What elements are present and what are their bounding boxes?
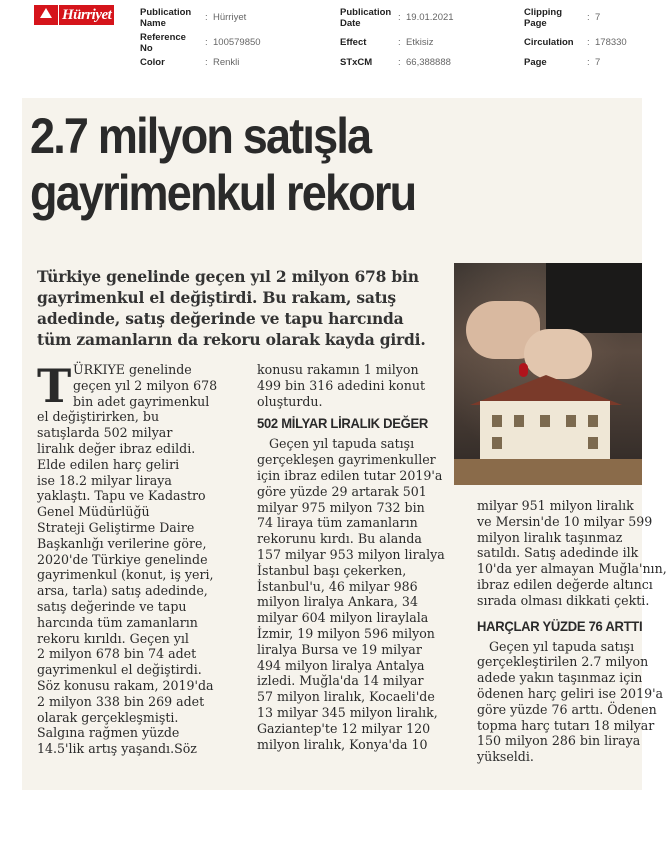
- color-label: Color: [140, 57, 165, 68]
- subhead-502-milyar: 502 MİLYAR LİRALIK DEĞER: [257, 415, 429, 432]
- article-text-line: sırada olması dikkati çekti.: [477, 592, 650, 608]
- article-text-line: ibraz edilen değerde altıncı: [477, 576, 653, 592]
- article-text-line: arsa, tarla) satış adedinde,: [37, 583, 208, 599]
- article-text-line: milyon liralık, Konya'da 10: [257, 736, 428, 752]
- colon: :: [205, 37, 208, 48]
- article-text-line: el değiştirirken, bu: [37, 409, 160, 425]
- article-text-line: bin adet gayrimenkul: [73, 393, 210, 409]
- article-column-3: [477, 498, 667, 765]
- headline-line-1: 2.7 milyon satışla: [30, 108, 371, 164]
- article-text-line: liralya Bursa ve 19 milyar: [257, 641, 422, 657]
- publication-date-value: 19.01.2021: [406, 12, 454, 23]
- article-text-line: gayrimenkul el değiştirdi.: [37, 662, 202, 678]
- article-text-line: ÜRKIYE genelinde: [73, 362, 192, 377]
- article-text-line: rekoru kırıldı. Geçen yıl: [37, 630, 189, 646]
- stxcm-value: 66,388888: [406, 57, 451, 68]
- circulation-label: Circulation: [524, 37, 574, 48]
- colon: :: [398, 37, 401, 48]
- page-label: Page: [524, 57, 547, 68]
- color-value: Renkli: [213, 57, 240, 68]
- article-text-line: ödenen harç geliri ise 2019'a: [477, 685, 664, 701]
- publication-date-label: Publication Date: [340, 7, 392, 29]
- stxcm-label: STxCM: [340, 57, 373, 68]
- article-text-line: 74 liraya tüm zamanların: [257, 515, 418, 531]
- article-text-line: izledi. Muğla'da 14 milyar: [257, 673, 424, 689]
- article-text-line: harcında tüm zamanların: [37, 614, 198, 630]
- publication-name-value: Hürriyet: [213, 12, 247, 23]
- article-text-line: gerçekleştirilen 2.7 milyon: [477, 654, 649, 670]
- article-text-line: 13 milyar 345 milyon liralık,: [257, 704, 438, 720]
- reference-no-value: 100579850: [213, 37, 261, 48]
- article-text-line: satış değerinde ve tapu: [37, 598, 187, 614]
- article-text-line: İzmir, 19 milyon 596 milyon: [257, 625, 435, 641]
- article-text-line: 157 milyar 953 milyon liralya: [257, 546, 445, 562]
- article-text-line: yükseldi.: [477, 749, 534, 765]
- article-column-1: [37, 359, 240, 757]
- newspaper-clipping: [22, 98, 667, 790]
- article-text-line: 2 milyon 678 bin 74 adet: [37, 646, 197, 662]
- sleeve-shape: [546, 263, 642, 333]
- article-text-line: milyon liralya Ankara, 34: [257, 594, 418, 610]
- article-text-line: adede yakın taşınmaz için: [477, 670, 643, 686]
- colon: :: [205, 57, 208, 68]
- article-text-line: rekorunu kırdı. Bu alanda: [257, 531, 422, 547]
- hurriyet-logo: [34, 5, 112, 26]
- hand-shape: [524, 329, 592, 379]
- table-surface: [454, 459, 642, 485]
- colon: :: [587, 37, 590, 48]
- lead-line: gayrimenkul el değiştirdi. Bu rakam, satış: [37, 288, 396, 307]
- article-text-line: gerçekleşen gayrimenkuller: [257, 452, 436, 468]
- article-text-line: 57 milyon liralık, Kocaeli'de: [257, 689, 435, 705]
- logo-text: Hürriyet: [59, 5, 114, 25]
- colon: :: [205, 12, 208, 23]
- flag-icon: [34, 5, 58, 25]
- article-text-line: Gaziantep'te 12 milyar 120: [257, 720, 431, 736]
- colon: :: [587, 12, 590, 23]
- article-text-line: milyar 951 milyon liralık: [477, 498, 634, 513]
- headline: [30, 108, 570, 222]
- article-text-line: Elde edilen harç geliri: [37, 456, 180, 472]
- article-text-line: milyar 604 milyon liraylala: [257, 610, 429, 626]
- article-text-line: göre yüzde 29 artarak 501: [257, 483, 427, 499]
- article-text-line: gayrimenkul (konut, iş yeri,: [37, 567, 214, 583]
- article-text-line: milyon liralık taşınmaz: [477, 529, 623, 545]
- page-value: 7: [595, 57, 601, 68]
- article-text-line: 2020'de Türkiye genelinde: [37, 551, 208, 567]
- colon: :: [398, 57, 401, 68]
- house-model: [480, 401, 610, 459]
- circulation-value: 178330: [595, 37, 627, 48]
- article-text-line: satışlarda 502 milyar: [37, 425, 173, 441]
- article-text-line: ve Mersin'de 10 milyar 599: [477, 513, 653, 529]
- article-text-line: 2 milyon 338 bin 269 adet: [37, 693, 205, 709]
- article-text-line: yaklaştı. Tapu ve Kadastro: [37, 488, 206, 504]
- article-text-line: satıldı. Satış adedinde ilk: [477, 545, 639, 561]
- article-text-line: 14.5'lik artış yaşandı.Söz: [37, 741, 197, 757]
- article-text-line: 499 bin 316 adedini konut: [257, 377, 426, 393]
- article-text-line: topma harç tutarı 18 milyar: [477, 717, 655, 733]
- subhead-harclar: HARÇLAR YÜZDE 76 ARTTI: [477, 617, 643, 634]
- publication-name-label: Publication Name: [140, 7, 192, 29]
- colon: :: [398, 12, 401, 23]
- article-text-line: Başkanlığı verilerine göre,: [37, 535, 207, 551]
- clipping-page-label: Clipping Page: [524, 7, 562, 29]
- reference-no-label: Reference No: [140, 32, 186, 54]
- colon: :: [587, 57, 590, 68]
- article-text-line: Genel Müdürlüğü: [37, 504, 150, 520]
- article-text-line: göre yüzde 76 arttı. Ödenen: [477, 701, 657, 717]
- article-text-line: 10'da yer almayan Muğla'nın,: [477, 561, 667, 577]
- drop-cap: T: [37, 359, 72, 413]
- lead-line: tüm zamanların da rekoru olarak kayda girdi.: [37, 330, 426, 349]
- column-2-intro: [257, 362, 462, 409]
- article-text-line: İstanbul'u, 46 milyar 986: [257, 578, 418, 594]
- clipping-page-value: 7: [595, 12, 601, 23]
- article-text-line: Geçen yıl tapuda satışı: [489, 638, 635, 654]
- article-text-line: Salgına rağmen yüzde: [37, 725, 180, 741]
- article-text-line: liralık değer ibraz edildi.: [37, 440, 196, 456]
- lead-paragraph: [37, 266, 462, 350]
- article-text-line: 150 milyon 286 bin liraya: [477, 733, 641, 749]
- article-text-line: olarak gerçekleşmişti.: [37, 709, 179, 725]
- effect-label: Effect: [340, 37, 367, 48]
- article-text-line: Geçen yıl tapuda satışı: [269, 436, 415, 452]
- article-text-line: İstanbul başı çekerken,: [257, 562, 407, 578]
- article-text-line: Strateji Geliştirme Daire: [37, 519, 195, 535]
- article-text-line: oluşturdu.: [257, 393, 323, 409]
- house-and-keys-photo: [454, 263, 642, 485]
- column-3-body: [477, 638, 664, 765]
- lead-line: adedinde, satış değerinde ve tapu harcında: [37, 309, 404, 328]
- article-column-2: [257, 362, 462, 752]
- lead-line: Türkiye genelinde geçen yıl 2 milyon 678 bin: [37, 267, 419, 286]
- article-text-line: milyar 975 milyon 732 bin: [257, 499, 425, 515]
- article-text-line: geçen yıl 2 milyon 678: [73, 377, 218, 393]
- effect-value: Etkisiz: [406, 37, 434, 48]
- column-3-top: [477, 498, 667, 609]
- headline-line-2: gayrimenkul rekoru: [30, 165, 416, 221]
- article-text-line: ise 18.2 milyar liraya: [37, 472, 172, 488]
- article-text-line: için ibraz edilen tutar 2019'a: [257, 467, 443, 483]
- column-2-body: [257, 436, 462, 752]
- article-text-line: 494 milyon liralya Antalya: [257, 657, 425, 673]
- article-text-line: Söz konusu rakam, 2019'da: [37, 677, 214, 693]
- article-text-line: konusu rakamın 1 milyon: [257, 362, 419, 377]
- clipping-header: [0, 0, 663, 80]
